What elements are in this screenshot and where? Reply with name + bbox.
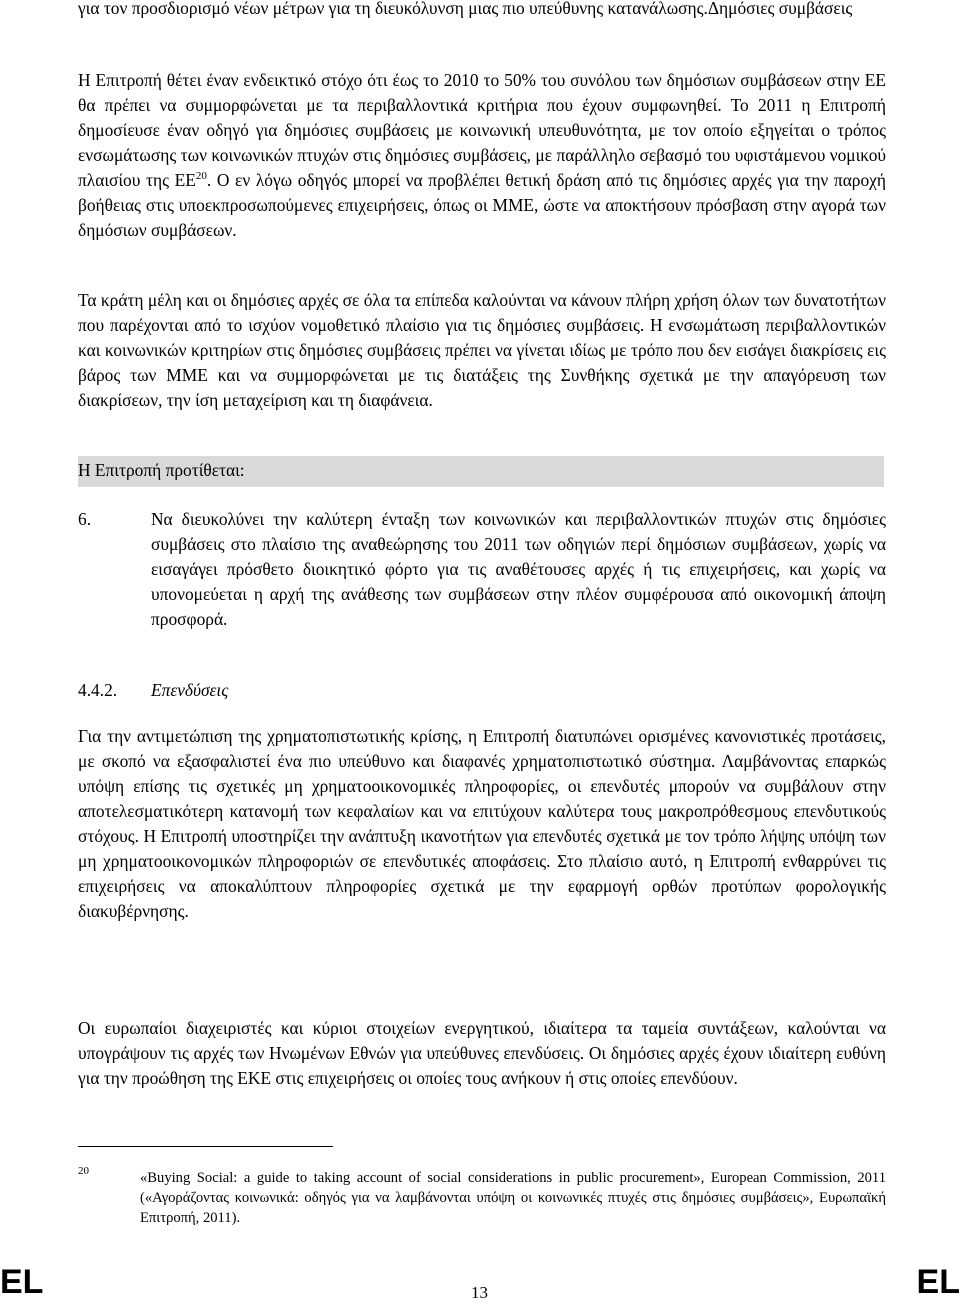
intro-paragraph: για τον προσδιορισμό νέων μέτρων για τη διευκόλυνση μιας πιο υπεύθυνης κατανάλωσης.Δημόσιες συμβάσεις	[78, 0, 853, 18]
footnote-text: «Buying Social: a guide to taking account of social considerations in public procurement», European Commission, 2011 («Αγοράζοντας κοινωνικά: οδηγός για να λαμβάνονται υπόψη οι κοινωνικές πτυχές στις δημόσιες συμβάσεις», Ευρωπαϊκή Επιτροπή, 2011).	[140, 1170, 886, 1226]
member-states-paragraph: Τα κράτη μέλη και οι δημόσιες αρχές σε όλα τα επίπεδα καλούνται να κάνουν πλήρη χρήση όλων των δυνατοτήτων που παρέχονται από το ισχύον νομοθετικό πλαίσιο για τις δημόσιες συμβάσεις. Η ενσωμάτωση περιβαλλοντικών και κοινωνικών κριτηρίων στις δημόσιες συμβάσεις πρέπει να γίνεται ιδίως με τρόπο που δεν εισάγει διακρίσεις εις βάρος των ΜΜΕ και να συμμορφώνεται με τις διατάξεις της Συνθήκης σχετικά με την απαγόρευση των διακρίσεων, την ίση μεταχείριση και τη διαφάνεια.	[78, 290, 886, 410]
commitment-heading-box	[78, 456, 884, 487]
section-number: 4.4.2.	[78, 680, 118, 700]
procurement-text-continued: . Ο εν λόγω οδηγός μπορεί να προβλέπει θετική δράση από τις δημόσιες αρχές για την παροχή βοήθειας στις υποεκπροσωπούμενες επιχειρήσεις, όπως οι ΜΜΕ, ώστε να αποκτήσουν πρόσβαση στην αγορά των δημόσιων συμβάσεων.	[78, 170, 886, 240]
asset-managers-paragraph: Οι ευρωπαίοι διαχειριστές και κύριοι στοιχείων ενεργητικού, ιδιαίτερα τα ταμεία συντάξεων, καλούνται να υπογράψουν τις αρχές των Ηνωμένων Εθνών για υπεύθυνες επενδύσεις. Οι δημόσιες αρχές έχουν ιδιαίτερη ευθύνη για την προώθηση της ΕΚΕ στις επιχειρήσεις οι οποίες τους ανήκουν ή στις οποίες επενδύουν.	[78, 1018, 886, 1088]
commitment-heading: Η Επιτροπή προτίθεται:	[78, 460, 245, 480]
footnote-reference[interactable]: 20	[195, 170, 207, 183]
footnote-separator	[78, 1146, 333, 1147]
public-procurement-paragraph	[78, 68, 886, 243]
commitment-item-number: 6.	[78, 509, 92, 529]
footnote-number: 20	[78, 1165, 89, 1177]
section-title: Επενδύσεις	[151, 680, 229, 700]
page-number: 13	[471, 1283, 488, 1302]
language-code-left: EL	[0, 1263, 44, 1301]
section-heading	[78, 678, 228, 703]
procurement-text: Η Επιτροπή θέτει έναν ενδεικτικό στόχο ότι έως το 2010 το 50% του συνόλου των δημόσιων συμβάσεων στην ΕΕ θα πρέπει να συμμορφώνεται με τα περιβαλλοντικά κριτήρια που έχουν συμφωνηθεί. Το 2011 η Επιτροπή δημοσίευσε έναν οδηγό για δημόσιες συμβάσεις με κοινωνική υπευθυνότητα, με τον οποίο εξηγείται ο τρόπος ενσωμάτωσης των κοινωνικών πτυχών στις δημόσιες συμβάσεις, με παράλληλο σεβασμό του υφιστάμενου νομικού πλαισίου της ΕΕ	[78, 70, 886, 190]
commitment-item-text: Να διευκολύνει την καλύτερη ένταξη των κοινωνικών και περιβαλλοντικών πτυχών στις δημόσιες συμβάσεις στο πλαίσιο της αναθεώρησης του 2011 των οδηγιών περί δημόσιων συμβάσεων, χωρίς να εισαγάγει πρόσθετο διοικητικό φόρτο για τις αναθέτουσες αρχές ή τις επιχειρήσεις, και χωρίς να υπονομεύεται η αρχή της ανάθεσης των συμβάσεων στην πλέον συμφέρουσα από οικονομική άποψη προσφορά.	[151, 509, 886, 629]
language-code-right: EL	[916, 1263, 960, 1301]
investment-paragraph: Για την αντιμετώπιση της χρηματοπιστωτικής κρίσης, η Επιτροπή διατυπώνει ορισμένες κανονιστικές προτάσεις, με σκοπό να εξασφαλιστεί ένα πιο υπεύθυνο και διαφανές χρηματοπιστωτικό σύστημα. Λαμβάνοντας επαρκώς υπόψη επίσης τις σχετικές μη χρηματοοικονομικές πληροφορίες, οι επενδυτές μπορούν να συμβάλουν στην αποτελεσματικότερη κατανομή των κεφαλαίων και να επιτύχουν καλύτερα τους μακροπρόθεσμους επενδυτικούς στόχους. Η Επιτροπή υποστηρίζει την ανάπτυξη ικανοτήτων για επενδυτές σχετικά με τον τρόπο λήψης υπόψη των μη χρηματοοικονομικών πληροφοριών σε επενδυτικές αποφάσεις. Στο πλαίσιο αυτό, η Επιτροπή ενθαρρύνει τις επιχειρήσεις να αποκαλύπτουν πληροφορίες σχετικά με την εφαρμογή ορθών προτύπων φορολογικής διακυβέρνησης.	[78, 726, 886, 921]
